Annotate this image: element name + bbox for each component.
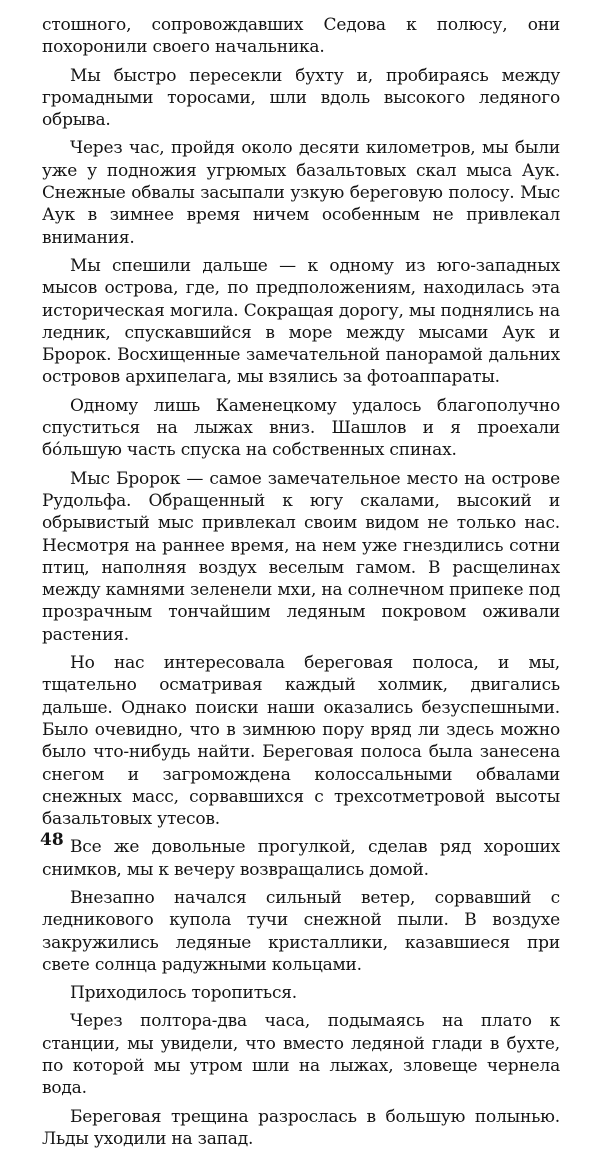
page-number: 48 [40,830,64,850]
paragraph: Внезапно начался сильный ветер, сорвавший с ледникового купола тучи снежной пыли. В воздухе закружились ледяные кристаллики, казавшиеся при свете солнца радужными кольцами. [42,887,560,975]
paragraph: Через час, пройдя около десяти километров, мы были уже у подножия угрюмых базальтовых скал мыса Аук. Снежные обвалы засыпали узкую береговую полосу. Мыс Аук в зимнее время ничем особенным не привлекал внимания. [42,138,560,248]
paragraph: Мыс Бророк — самое замечательное место на острове Рудольфа. Обращенный к югу скалами, высокий и обрывистый мыс привлекал своим видом не только нас. Несмотря на раннее время, на нем уже гнездились сотни птиц, наполняя воздух веселым гамом. В расщелинах между камнями зеленели мхи, на солнечном припеке под прозрачным тончайшим ледяным покровом оживали растения. [42,468,560,645]
paragraph: Приходилось торопиться. [70,983,298,1004]
paragraph: Мы спешили дальше — к одному из юго-западных мысов острова, где, по предположениям, находилась эта историческая могила. Сокращая дорогу, мы поднялись на ледник, спускавшийся в море между мысами Аук и Бророк. Восхищенные замечательной панорамой дальних островов архипелага, мы взялись за фотоаппараты. [42,255,560,388]
paragraph: Все же довольные прогулкой, сделав ряд хороших снимков, мы к вечеру возвращались домой. [42,837,560,880]
body-text [42,14,560,1156]
paragraph: стошного, сопровождавших Седова к полюсу, они похоронили своего начальника. [42,15,560,58]
paragraph: Через полтора-два часа, подымаясь на плато к станции, мы увидели, что вместо ледяной глади в бухте, по которой мы утром шли на лыжах, зловеще чернела вода. [42,1011,560,1099]
paragraph: Мы быстро пересекли бухту и, пробираясь между громадными торосами, шли вдоль высокого ледяного обрыва. [42,65,560,131]
paragraph: Но нас интересовала береговая полоса, и мы, тщательно осматривая каждый холмик, двигались дальше. Однако поиски наши оказались безуспешными. Было очевидно, что в зимнюю пору вряд ли здесь можно было что-нибудь найти. Береговая полоса была занесена снегом и загромождена колоссальными обвалами снежных масс, сорвавшихся с трехсотметровой высоты базальтовых утесов. [42,653,560,830]
paragraph: Береговая трещина разрослась в большую полынью. Льды уходили на запад. [42,1106,560,1149]
paragraph: Одному лишь Каменецкому удалось благополучно спуститься на лыжах вниз. Шашлов и я проехали бо́льшую часть спуска на собственных спинах. [42,395,560,461]
